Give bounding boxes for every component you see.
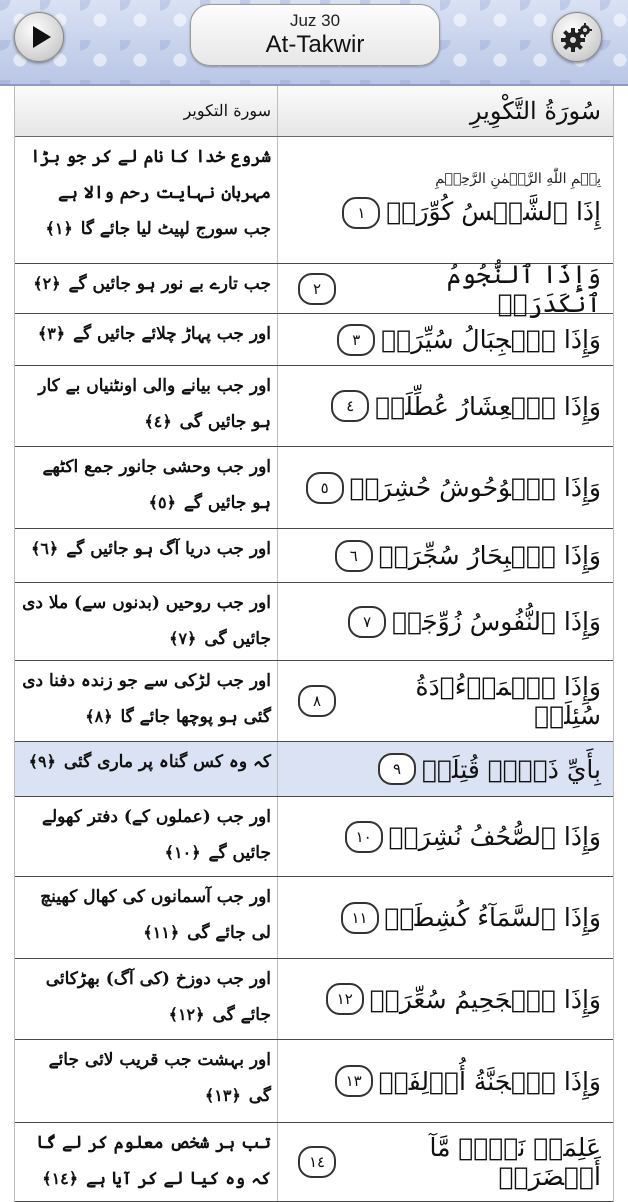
urdu-translation: اور جب (عملوں کے) دفتر کھولے جائیں گے (41, 807, 271, 863)
verse-row[interactable] (15, 661, 613, 742)
verse-text: وَإِذَا ٱلصُّحُفُ نُشِرَتۡ (388, 822, 601, 851)
verse-text: وَإِذَا ٱلۡبِحَارُ سُجِّرَتۡ (378, 541, 601, 570)
verse-number-marker: ٣ (337, 324, 375, 356)
urdu-verse-number: ﴿١٣﴾ (204, 1086, 241, 1105)
verse-row[interactable] (15, 529, 613, 583)
urdu-verse-number: ﴿٧﴾ (169, 629, 197, 648)
urdu-verse-number: ﴿٥﴾ (148, 493, 176, 512)
verse-number-marker: ٥ (306, 472, 344, 504)
urdu-translation: جب سورج لپیٹ لیا جائے گا (80, 219, 271, 239)
verse-row[interactable] (15, 1040, 613, 1123)
urdu-translation: اور بہشت جب قریب لائی جائے گی (48, 1050, 271, 1106)
urdu-verse-number: ﴿١٤﴾ (42, 1169, 79, 1188)
translation-table (14, 86, 614, 1202)
verse-text: إِذَا ٱلشَّمۡسُ كُوِّرَتۡ (386, 196, 601, 226)
verse-text: وَإِذَا ٱلسَّمَآءُ كُشِطَتۡ (384, 903, 601, 932)
verse-row[interactable] (15, 959, 613, 1040)
urdu-translation: اور جب آسمانوں کی کھال کھینچ لی جائے گی (40, 887, 271, 943)
urdu-translation: جب تارے بے نور ہو جائیں گے (68, 274, 271, 294)
verse-row[interactable] (15, 447, 613, 529)
urdu-translation: اور جب لڑکی سے جو زندہ دفنا دی گئی ہو پوچھا جائے گا (22, 671, 271, 727)
urdu-verse-number: ﴿٣﴾ (37, 324, 66, 343)
verse-text: عَلِمَتۡ نَفۡسٞ مَّآ أَحۡضَرَتۡ (429, 1133, 601, 1191)
verse-row[interactable] (15, 877, 613, 959)
verse-row[interactable] (15, 137, 613, 264)
verse-text: بِأَيِّ ذَنۢبٖ قُتِلَتۡ (422, 754, 601, 784)
verse-number-marker: ١٢ (326, 983, 364, 1015)
verse-number-marker: ٦ (335, 540, 373, 572)
urdu-verse-number: ﴿٤﴾ (144, 412, 172, 431)
title-panel (190, 4, 440, 66)
verse-row[interactable] (15, 366, 613, 447)
verse-number-marker: ٢ (298, 273, 336, 305)
urdu-column-header: سورة التکویر (183, 101, 271, 120)
urdu-translation: اور جب دوزخ (کی آگ) بھڑکائی جائے گی (45, 969, 271, 1025)
gear-icon (553, 13, 601, 61)
verse-text: وَإِذَا ٱلۡعِشَارُ عُطِّلَتۡ (375, 391, 601, 421)
urdu-verse-number: ﴿١٢﴾ (168, 1005, 205, 1024)
verse-text: وَإِذَا ٱلۡمَوۡءُۥدَةُ سُئِلَتۡ (415, 672, 601, 730)
juz-label: Juz 30 (289, 11, 341, 30)
urdu-verse-number: ﴿١١﴾ (143, 923, 180, 942)
verse-text: وَإِذَا ٱلۡجِبَالُ سُيِّرَتۡ (381, 325, 601, 354)
urdu-translation: تب ہر شخص معلوم کر لے گا کہ وہ کیا لے کر آیا ہے (36, 1133, 271, 1189)
verse-number-marker: ٤ (331, 390, 369, 422)
urdu-verse-number: ﴿٦﴾ (30, 539, 59, 558)
top-bar (0, 0, 628, 86)
arabic-column-header: سُورَةُ التَّكْوِيرِ (277, 86, 613, 136)
verse-number-marker: ٧ (348, 606, 386, 638)
verse-number-marker: ١١ (341, 902, 379, 934)
urdu-translation: اور جب روحیں (بدنوں سے) ملا دی جائیں گی (22, 593, 271, 649)
verse-text: وَإِذَا ٱلۡوُحُوشُ حُشِرَتۡ (349, 473, 601, 502)
urdu-translation: اور جب بیانے والی اونٹنیاں بے کار ہو جائیں گی (38, 376, 271, 432)
urdu-translation: اور جب وحشی جانور جمع اکٹھے ہو جائیں گے (42, 457, 271, 513)
urdu-translation: کہ وہ کس گناہ پر ماری گئی (63, 752, 271, 772)
urdu-translation: اور جب دریا آگ ہو جائیں گے (66, 539, 271, 559)
verse-number-marker: ١٣ (335, 1065, 373, 1097)
urdu-intro: شروع خدا کا نام لے کر جو بڑا مہربان نہایت رحم والا ہے (30, 147, 271, 203)
table-header-row (15, 86, 613, 137)
urdu-verse-number: ﴿١٠﴾ (164, 843, 201, 862)
play-button[interactable] (14, 12, 64, 62)
verse-number-marker: ١٠ (345, 821, 383, 853)
verse-text: وَإِذَا ٱلۡجَنَّةُ أُزۡلِفَتۡ (378, 1066, 601, 1096)
verse-row[interactable] (15, 259, 613, 318)
verse-number-marker: ٨ (298, 685, 336, 717)
verse-row[interactable] (15, 797, 613, 877)
urdu-verse-number: ﴿٢﴾ (33, 274, 61, 293)
verse-number-marker: ١ (342, 197, 380, 229)
urdu-verse-number: ﴿٩﴾ (28, 752, 56, 771)
verse-number-marker: ٩ (378, 753, 416, 785)
verse-number-marker: ١٤ (298, 1146, 336, 1178)
verse-text: وَإِذَا ٱلۡجَحِيمُ سُعِّرَتۡ (369, 984, 601, 1014)
settings-button[interactable] (552, 12, 602, 62)
urdu-verse-number: ﴿٨﴾ (85, 707, 113, 726)
verse-row-selected[interactable] (15, 742, 613, 797)
verse-text: وَإِذَا ٱلنُّجُومُ ٱنكَدَرَتۡ (446, 259, 601, 318)
surah-title: At-Takwir (265, 31, 365, 58)
urdu-verse-number: ﴿١﴾ (45, 219, 73, 238)
verse-row[interactable] (15, 583, 613, 661)
verse-row[interactable] (15, 1123, 613, 1202)
verse-text: وَإِذَا ٱلنُّفُوسُ زُوِّجَتۡ (392, 607, 601, 636)
play-icon (15, 13, 63, 61)
bismillah: بِسۡمِ اللّٰهِ الرَّحۡمٰنِ الرَّحِيۡمِ (435, 170, 601, 187)
verse-row[interactable] (15, 314, 613, 366)
urdu-translation: اور جب پہاڑ چلائے جائیں گے (73, 324, 271, 344)
